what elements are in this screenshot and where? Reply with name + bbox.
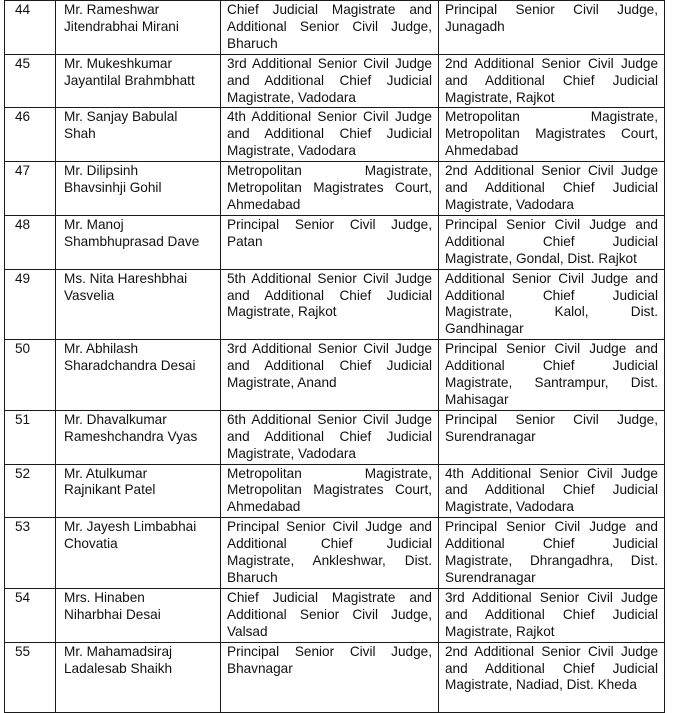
officer-name: Mr. Jayesh Limbabhai Chovatia [64,519,197,552]
transferred-post: 3rd Additional Senior Civil Judge and Additional Chief Judicial Magistrate, Rajkot [445,589,658,639]
transfer-table [4,0,665,713]
current-post-cell [221,1,439,55]
serial-number-cell [5,518,56,589]
officer-name: Mr. Sanjay Babulal Shah [64,109,178,142]
transferred-post: 4th Additional Senior Civil Judge and Additional Chief Judicial Magistrate, Vadodara [445,465,658,515]
transferred-post-cell [439,54,665,108]
current-post: Principal Senior Civil Judge, Bhavnagar [227,643,432,676]
table-row [5,269,665,340]
officer-name: Mrs. Hinaben Niharbhai Desai [64,589,161,622]
officer-name: Mr. Dhavalkumar Rameshchandra Vyas [64,411,198,444]
current-post-cell [221,518,439,589]
serial-number-cell [5,588,56,642]
officer-name: Mr. Mahamadsiraj Ladalesab Shaikh [64,643,173,676]
serial-number-cell [5,410,56,464]
serial-number: 46 [15,109,31,125]
current-post-cell [221,340,439,411]
current-post-cell [221,642,439,712]
officer-name-cell [56,54,221,108]
transferred-post: 2nd Additional Senior Civil Judge and Additional Chief Judicial Magistrate, Rajkot [445,55,658,105]
current-post-cell [221,410,439,464]
transferred-post-cell [439,1,665,55]
current-post: 4th Additional Senior Civil Judge and Additional Chief Judicial Magistrate, Vadodara [227,109,432,159]
transferred-post: 2nd Additional Senior Civil Judge and Additional Chief Judicial Magistrate, Nadiad, Dist. Kheda [445,643,658,693]
officer-name-cell [56,588,221,642]
transferred-post: 2nd Additional Senior Civil Judge and Additional Chief Judicial Magistrate, Vadodara [445,163,658,212]
current-post: Principal Senior Civil Judge and Additional Chief Judicial Magistrate, Ankleshwar, Dist. Bharuch [227,519,432,585]
officer-name-cell [56,642,221,712]
officer-name-cell [56,269,221,340]
officer-name-cell [56,108,221,162]
serial-number: 47 [15,163,31,179]
officer-name-cell [56,1,221,55]
officer-name: Mr. Atulkumar Rajnikant Patel [64,465,156,498]
current-post-cell [221,464,439,518]
officer-name: Mr. Mukeshkumar Jayantilal Brahmbhatt [64,55,195,88]
serial-number-cell [5,269,56,340]
current-post-cell [221,269,439,340]
serial-number-cell [5,642,56,712]
table-row [5,340,665,411]
transferred-post: Metropolitan Magistrate, Metropolitan Magistrates Court, Ahmedabad [445,109,658,159]
transfer-table-body [5,1,665,713]
transferred-post: Principal Senior Civil Judge and Additional Chief Judicial Magistrate, Santrampur, Dist. Mahisagar [445,341,658,407]
current-post: 3rd Additional Senior Civil Judge and Additional Chief Judicial Magistrate, Anand [227,341,432,391]
transferred-post-cell [439,215,665,269]
table-row [5,162,665,216]
serial-number: 48 [15,216,31,232]
transferred-post-cell [439,642,665,712]
serial-number-cell [5,162,56,216]
current-post: 5th Additional Senior Civil Judge and Additional Chief Judicial Magistrate, Rajkot [227,270,432,320]
transferred-post: Additional Senior Civil Judge and Additional Chief Judicial Magistrate, Kalol, Dist. Gandhinagar [445,270,658,337]
serial-number: 53 [15,519,31,535]
serial-number: 54 [15,589,31,605]
officer-name: Ms. Nita Hareshbhai Vasvelia [64,270,188,303]
officer-name-cell [56,215,221,269]
serial-number: 45 [15,55,31,71]
serial-number-cell [5,108,56,162]
transferred-post-cell [439,162,665,216]
current-post-cell [221,162,439,216]
serial-number: 49 [15,270,31,286]
transferred-post-cell [439,464,665,518]
officer-name: Mr. Dilipsinh Bhavsinhji Gohil [64,163,162,196]
current-post: 6th Additional Senior Civil Judge and Additional Chief Judicial Magistrate, Vadodara [227,411,432,461]
table-row [5,410,665,464]
officer-name-cell [56,518,221,589]
transferred-post: Principal Senior Civil Judge, Surendranagar [445,411,658,444]
transferred-post: Principal Senior Civil Judge, Junagadh [445,2,658,34]
officer-name: Mr. Rameshwar Jitendrabhai Mirani [64,2,179,34]
table-row [5,588,665,642]
transferred-post-cell [439,518,665,589]
serial-number-cell [5,464,56,518]
transfer-list-document [4,0,658,713]
table-row [5,1,665,55]
officer-name-cell [56,340,221,411]
table-row [5,518,665,589]
table-row [5,108,665,162]
transferred-post: Principal Senior Civil Judge and Additional Chief Judicial Magistrate, Gondal, Dist. Rajkot [445,216,658,266]
current-post: Metropolitan Magistrate, Metropolitan Magistrates Court, Ahmedabad [227,163,432,212]
serial-number: 44 [15,2,31,17]
table-row [5,464,665,518]
officer-name-cell [56,410,221,464]
transferred-post-cell [439,588,665,642]
officer-name-cell [56,464,221,518]
serial-number-cell [5,1,56,55]
officer-name: Mr. Abhilash Sharadchandra Desai [64,341,196,374]
serial-number-cell [5,340,56,411]
serial-number-cell [5,215,56,269]
transferred-post-cell [439,108,665,162]
transferred-post-cell [439,340,665,411]
officer-name: Mr. Manoj Shambhuprasad Dave [64,216,200,249]
current-post: Metropolitan Magistrate, Metropolitan Magistrates Court, Ahmedabad [227,465,432,515]
transferred-post: Principal Senior Civil Judge and Additional Chief Judicial Magistrate, Dhrangadhra, Dist. Surendranagar [445,519,658,585]
serial-number: 50 [15,341,31,357]
table-row [5,642,665,712]
serial-number: 55 [15,643,31,659]
serial-number: 51 [15,411,31,427]
transferred-post-cell [439,269,665,340]
officer-name-cell [56,162,221,216]
current-post: Chief Judicial Magistrate and Additional Senior Civil Judge, Bharuch [227,2,432,51]
current-post-cell [221,215,439,269]
current-post-cell [221,108,439,162]
current-post: 3rd Additional Senior Civil Judge and Additional Chief Judicial Magistrate, Vadodara [227,55,432,105]
table-row [5,54,665,108]
table-row [5,215,665,269]
serial-number: 52 [15,465,31,481]
current-post: Chief Judicial Magistrate and Additional Senior Civil Judge, Valsad [227,589,432,639]
transferred-post-cell [439,410,665,464]
serial-number-cell [5,54,56,108]
current-post-cell [221,54,439,108]
current-post: Principal Senior Civil Judge, Patan [227,216,432,249]
current-post-cell [221,588,439,642]
